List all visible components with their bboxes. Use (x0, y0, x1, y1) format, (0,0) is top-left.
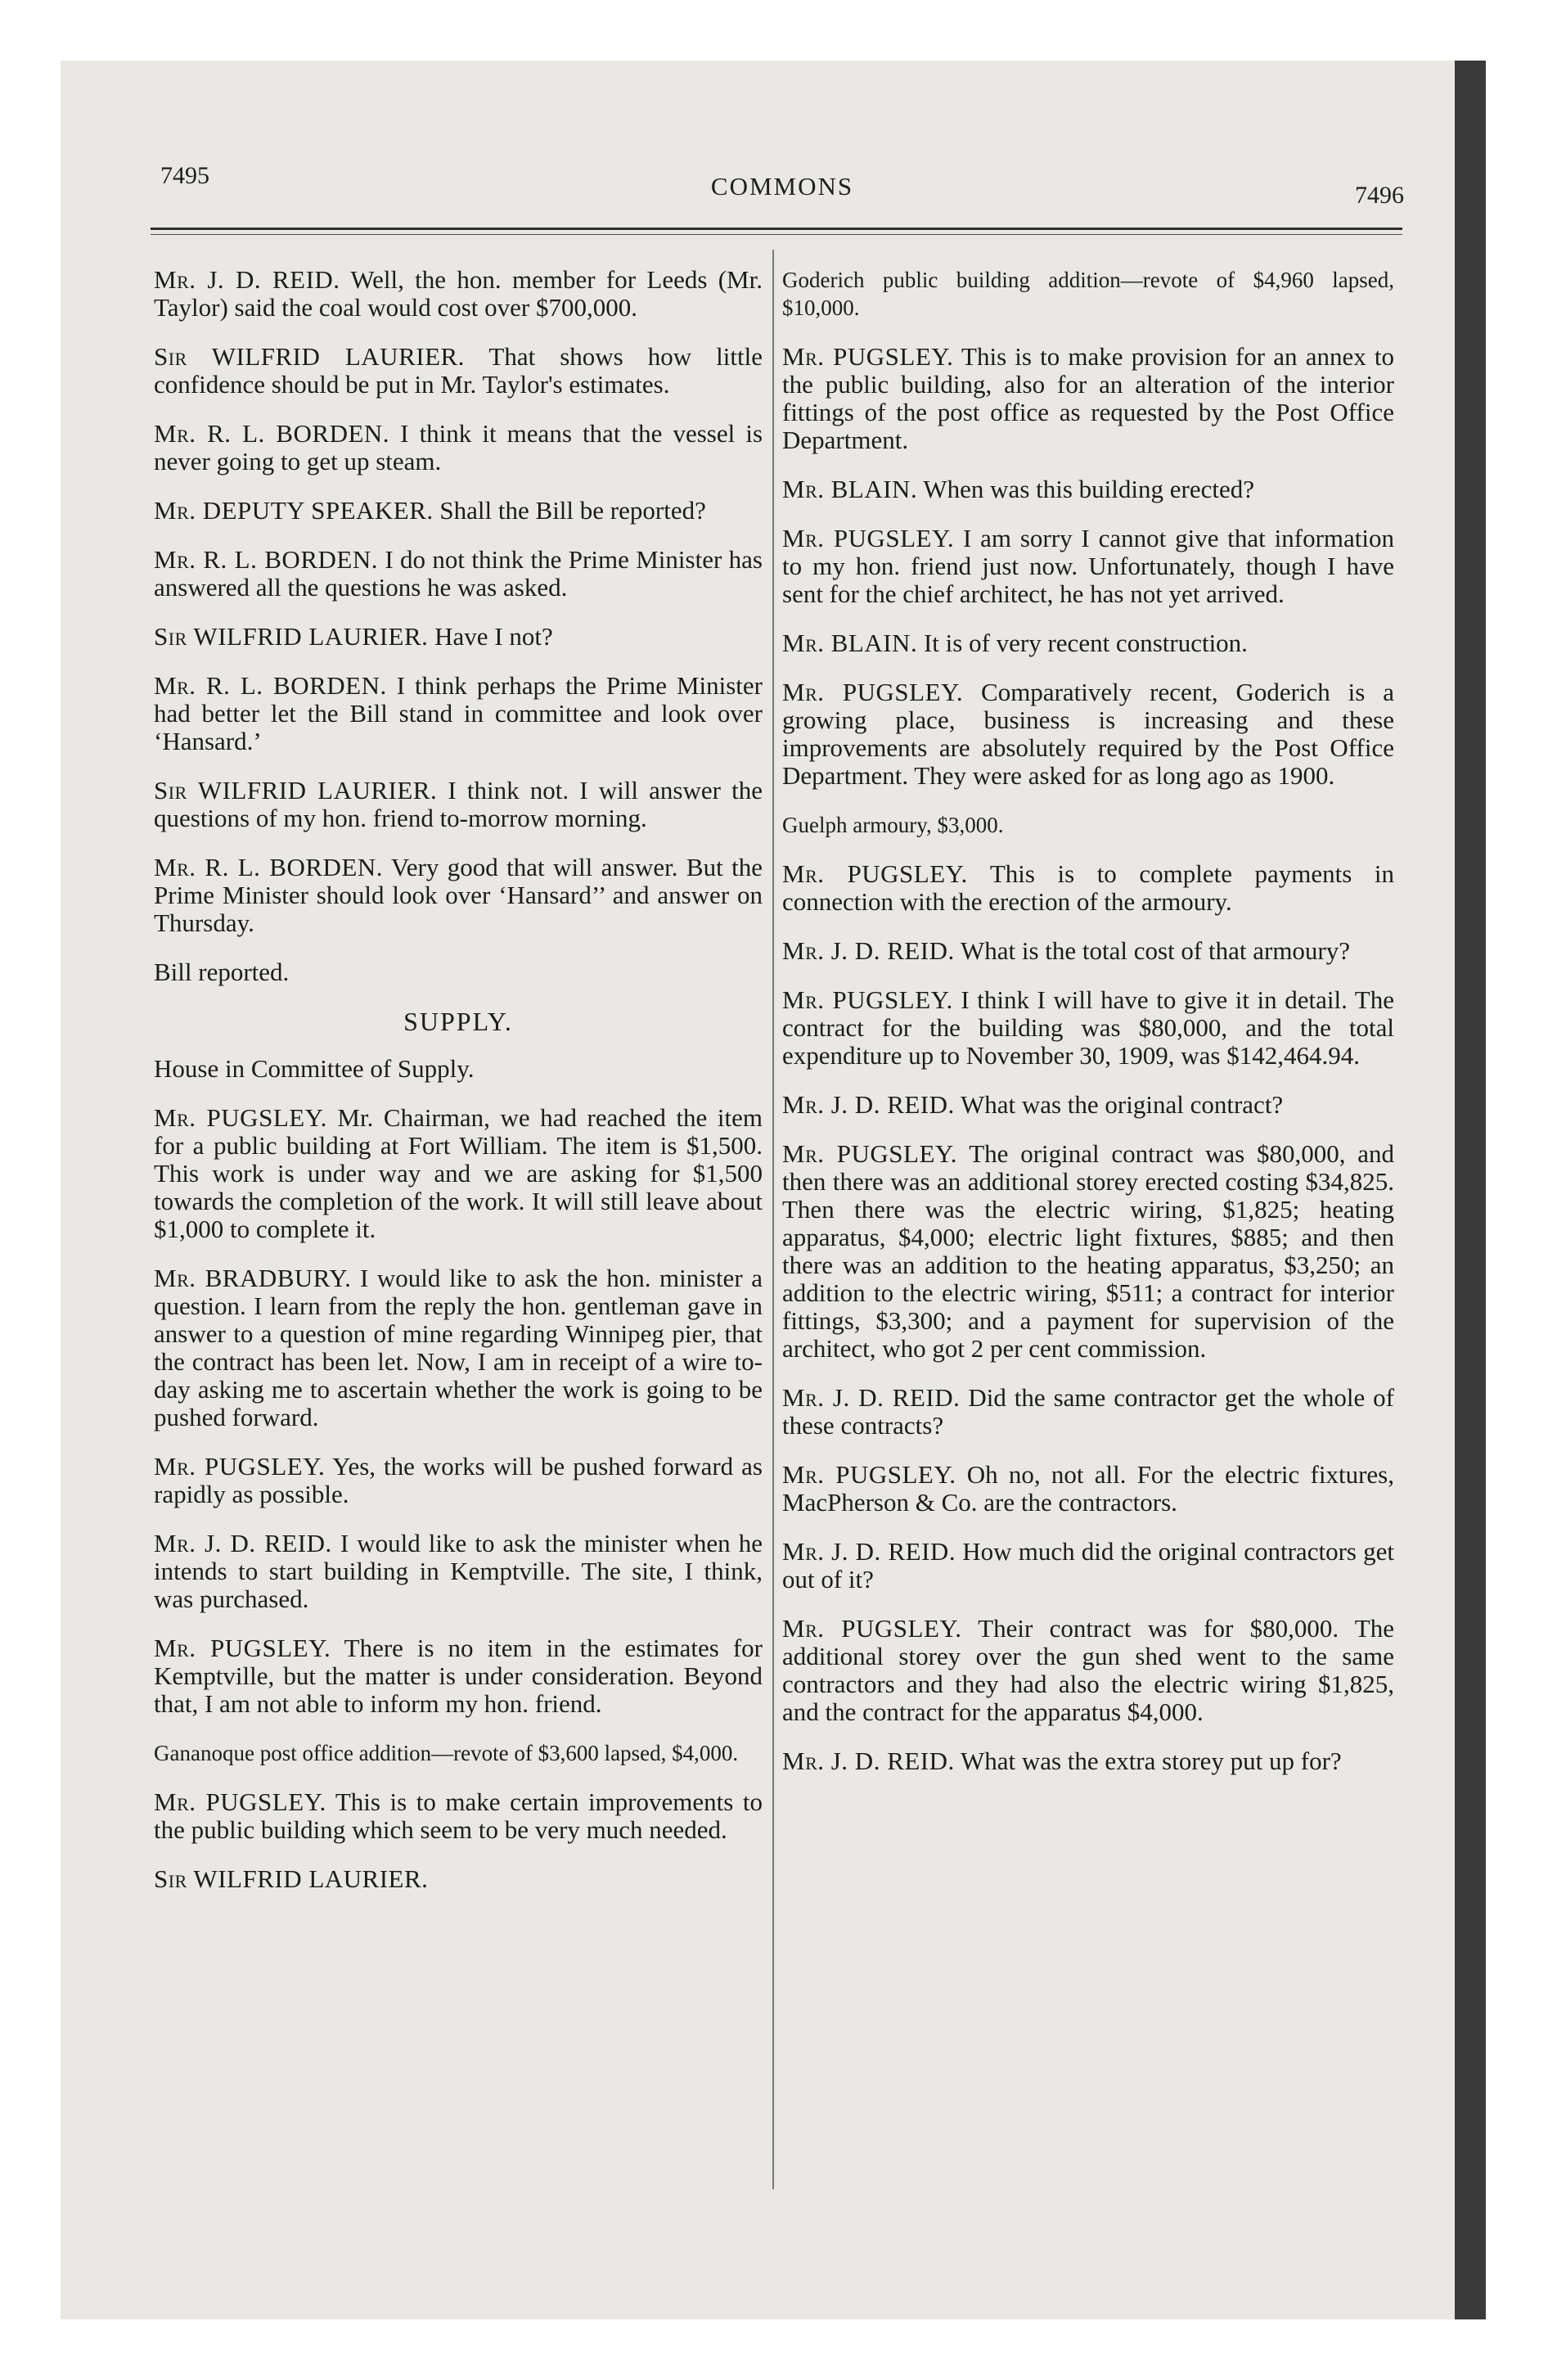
speaker-name: Mr. R. L. BORDEN. (154, 853, 383, 881)
speaker-name: Mr. DEPUTY SPEAKER. (154, 496, 434, 525)
speech-text: What is the total cost of that armoury? (960, 936, 1351, 965)
speaker-name: Sir WILFRID LAURIER. (154, 342, 465, 371)
speech-text: Their contract was for $80,000. The additional storey over the gun shed went to the same contractors and they had also the electric wiring $1,825, and the contract for the apparatus $4,000. (782, 1614, 1394, 1726)
speaker-name: Mr. PUGSLEY. (782, 1460, 956, 1489)
speech-paragraph (782, 1615, 1394, 1726)
speech-text: This is to make certain improvements to the public building which seem to be very much needed. (154, 1787, 763, 1844)
page-number-left: 7495 (160, 162, 209, 189)
left-column (154, 266, 763, 1914)
speech-text: I would like to ask the hon. minister a question. I learn from the reply the hon. gentleman gave in answer to a question of mine regarding Winnipeg pier, that the contract has been let. Now, I am in receipt of a wire to-day asking me to ascertain whether the work is going to be pushed forward. (154, 1264, 763, 1431)
right-column (772, 266, 1394, 1796)
speech-text: This is to complete payments in connection with the erection of the armoury. (782, 859, 1394, 916)
speech-text: I think not. I will answer the questions of my hon. friend to-morrow morning. (154, 776, 763, 832)
speech-paragraph (782, 1461, 1394, 1517)
speech-text: I am sorry I cannot give that information to my hon. friend just now. Unfortunately, though I have sent for the chief architect, he has not yet arrived. (782, 524, 1394, 608)
speaker-name: Mr. R. L. BORDEN. (154, 419, 390, 448)
speaker-name: Mr. BLAIN. (782, 475, 918, 503)
speech-text: Did the same contractor get the whole of these contracts? (782, 1383, 1394, 1440)
speech-paragraph (782, 343, 1394, 454)
speech-text: What was the original contract? (960, 1090, 1284, 1119)
speech-paragraph (154, 1865, 763, 1893)
procedural-note: Bill reported. (154, 958, 290, 986)
speech-text: Mr. Chairman, we had reached the item for a public building at Fort William. The item is $1,500. This work is under way and we are asking for $1,500 towards the completion of the work. It will still leave about $1,000 to complete it. (154, 1103, 763, 1243)
speech-text: Well, the hon. member for Leeds (Mr. Taylor) said the coal would cost over $700,000. (154, 265, 763, 322)
speaker-name: Mr. PUGSLEY. (782, 1614, 962, 1643)
speaker-name: Mr. J. D. REID. (782, 1383, 961, 1412)
speech-text: Very good that will answer. But the Prime Minister should look over ‘Hansard’’ and answer on Thursday. (154, 853, 763, 937)
speaker-name: Sir WILFRID LAURIER. (154, 1864, 429, 1893)
speech-text: I do not think the Prime Minister has answered all the questions he was asked. (154, 545, 763, 602)
speech-text: Have I not? (434, 622, 553, 651)
speech-paragraph (154, 623, 763, 651)
speech-paragraph (154, 546, 763, 602)
speech-paragraph (154, 1530, 763, 1613)
speech-paragraph (154, 497, 763, 525)
speaker-name: Mr. R. L. BORDEN. (154, 671, 387, 700)
procedural-note: House in Committee of Supply. (154, 1054, 475, 1083)
speech-text: This is to make provision for an annex to the public building, also for an alteration of the interior fittings of the post office as requested by the Post Office Department. (782, 342, 1394, 454)
speech-paragraph (154, 777, 763, 832)
speech-paragraph (154, 1634, 763, 1718)
speech-paragraph (782, 1538, 1394, 1593)
speech-text: Shall the Bill be reported? (439, 496, 706, 525)
speech-text: Comparatively recent, Goderich is a growing place, business is increasing and these improvements are absolutely required by the Post Office Department. They were asked for as long ago as 1900. (782, 678, 1394, 790)
speech-paragraph (782, 1747, 1394, 1775)
speech-text: Yes, the works will be pushed forward as rapidly as possible. (154, 1452, 763, 1508)
speaker-name: Mr. PUGSLEY. (154, 1787, 326, 1816)
speaker-name: Mr. PUGSLEY. (154, 1634, 331, 1662)
page-header (160, 154, 1404, 209)
speaker-name: Mr. PUGSLEY. (782, 859, 968, 888)
speech-paragraph (782, 476, 1394, 503)
speaker-name: Mr. PUGSLEY. (782, 342, 954, 371)
speech-paragraph (154, 1788, 763, 1844)
speaker-name: Mr. PUGSLEY. (782, 678, 964, 706)
speaker-name: Mr. J. D. REID. (782, 1537, 956, 1566)
speech-text: I would like to ask the minister when he intends to start building in Kemptville. The site, I think, was purchased. (154, 1529, 763, 1613)
speech-text: Oh no, not all. For the electric fixtures, MacPherson & Co. are the contractors. (782, 1460, 1394, 1517)
speech-paragraph (782, 525, 1394, 608)
estimate-item: Gananoque post office addition—revote of $3,600 lapsed, $4,000. (154, 1741, 739, 1765)
speech-text: There is no item in the estimates for Kemptville, but the matter is under consideration. Beyond that, I am not able to inform my hon. friend. (154, 1634, 763, 1718)
speaker-name: Mr. J. D. REID. (782, 1747, 955, 1775)
speech-text: I think perhaps the Prime Minister had better let the Bill stand in committee and look over ‘Hansard.’ (154, 671, 763, 755)
speech-text: I think it means that the vessel is never going to get up steam. (154, 419, 763, 476)
running-title: COMMONS (710, 172, 854, 201)
speaker-name: Mr. PUGSLEY. (782, 524, 955, 552)
speaker-name: Mr. J. D. REID. (782, 936, 955, 965)
speaker-name: Mr. J. D. REID. (154, 265, 340, 294)
speech-paragraph (154, 1104, 763, 1243)
speaker-name: Sir WILFRID LAURIER. (154, 622, 429, 651)
speaker-name: Mr. PUGSLEY. (782, 1139, 958, 1168)
speech-paragraph (782, 986, 1394, 1070)
speaker-name: Mr. PUGSLEY. (154, 1103, 327, 1132)
speaker-name: Mr. J. D. REID. (154, 1529, 332, 1557)
speech-paragraph (154, 672, 763, 755)
speech-paragraph (782, 1384, 1394, 1440)
speech-paragraph (154, 420, 763, 476)
speech-text: It is of very recent construction. (923, 629, 1248, 657)
speaker-name: Mr. J. D. REID. (782, 1090, 955, 1119)
speaker-name: Mr. PUGSLEY. (782, 985, 953, 1014)
speech-text: That shows how little confidence should be put in Mr. Taylor's estimates. (154, 342, 763, 399)
speech-paragraph (782, 1140, 1394, 1363)
speech-text: I think I will have to give it in detail. The contract for the building was $80,000, and the total expenditure up to November 30, 1909, was $142,464.94. (782, 985, 1394, 1070)
speech-text: The original contract was $80,000, and then there was an additional storey erected costing $34,825. Then there was the electric wiring, $1,825; heating apparatus, $4,000; electric light fixtures, $885; and then there was an addition to the heating apparatus, $3,250; an addition to the electric wiring, $511; a contract for interior fittings, $3,300; and a payment for supervision of the architect, who got 2 per cent commission. (782, 1139, 1394, 1363)
binding-edge (1455, 61, 1486, 2319)
speech-text: When was this building erected? (923, 475, 1254, 503)
speech-paragraph (782, 937, 1394, 965)
speech-paragraph (154, 854, 763, 937)
speech-paragraph (154, 266, 763, 322)
speaker-name: Sir WILFRID LAURIER. (154, 776, 438, 805)
speaker-name: Mr. BLAIN. (782, 629, 918, 657)
speech-paragraph (782, 629, 1394, 657)
speech-text: How much did the original contractors get out of it? (782, 1537, 1395, 1593)
section-heading: SUPPLY. (403, 1007, 513, 1036)
speech-paragraph (782, 860, 1394, 916)
speaker-name: Mr. R. L. BORDEN. (154, 545, 378, 574)
speech-paragraph (154, 343, 763, 399)
estimate-item: Goderich public building addition—revote of $4,960 lapsed, $10,000. (782, 268, 1394, 320)
speech-paragraph (154, 1264, 763, 1431)
speech-paragraph (782, 1091, 1394, 1119)
estimate-item: Guelph armoury, $3,000. (782, 813, 1004, 837)
speech-paragraph (154, 1453, 763, 1508)
speaker-name: Mr. BRADBURY. (154, 1264, 352, 1292)
page-number-right: 7496 (1355, 182, 1404, 209)
header-rule-thin (151, 234, 1402, 235)
speech-paragraph (782, 678, 1394, 790)
header-rule (151, 228, 1402, 230)
speaker-name: Mr. PUGSLEY. (154, 1452, 326, 1481)
speech-text: What was the extra storey put up for? (960, 1747, 1342, 1775)
